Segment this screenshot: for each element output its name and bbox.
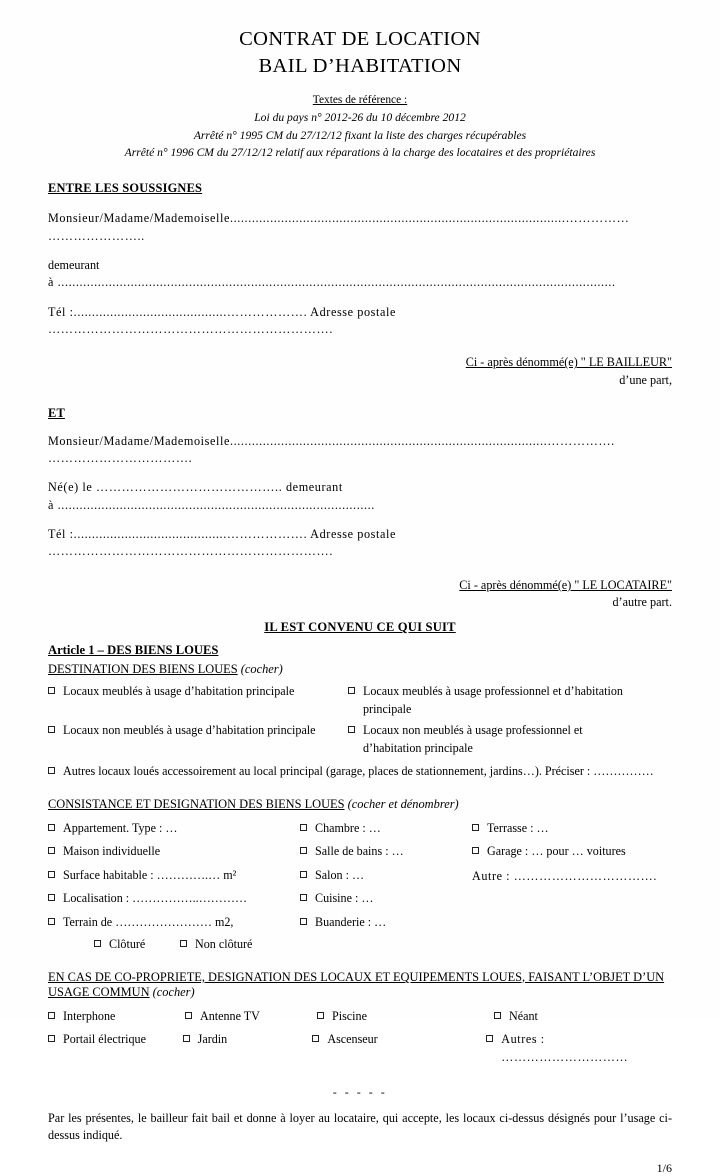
- checkbox-icon[interactable]: [48, 918, 55, 925]
- terrain-sub-options: [94, 936, 300, 954]
- checkbox-icon[interactable]: [48, 894, 55, 901]
- checkbox-option[interactable]: [48, 763, 672, 781]
- consistance-column-1: [48, 818, 300, 954]
- locataire-residence-line: à .......................................................................................: [48, 497, 375, 512]
- checkbox-option[interactable]: [300, 867, 472, 885]
- consistance-column-3: [472, 818, 672, 954]
- bailleur-name-line-continuation: …………………..: [48, 228, 145, 243]
- checkbox-option[interactable]: [48, 1008, 185, 1026]
- consistance-heading: [48, 797, 672, 812]
- reference-line: Arrêté n° 1995 CM du 27/12/12 fixant la liste des charges récupérables: [193, 128, 527, 142]
- copropriete-hint: (cocher): [152, 984, 195, 999]
- checkbox-option[interactable]: [472, 843, 672, 861]
- checkbox-label: Ascenseur: [327, 1032, 378, 1047]
- checkbox-option[interactable]: [48, 1031, 183, 1066]
- reference-line: Loi du pays n° 2012-26 du 10 décembre 2012: [254, 111, 466, 125]
- reference-line: Arrêté n° 1996 CM du 27/12/12 relatif aux réparations à la charge des locataires et des propriétaires: [124, 145, 596, 159]
- checkbox-icon[interactable]: [348, 726, 355, 733]
- checkbox-label: Piscine: [332, 1008, 367, 1023]
- checkbox-icon[interactable]: [317, 1012, 324, 1019]
- checkbox-label: Jardin: [197, 1032, 228, 1047]
- title-line-1: CONTRAT DE LOCATION: [239, 28, 481, 50]
- bailleur-phone-line: Tél :..........................................………………. Adresse postale: [48, 304, 397, 319]
- checkbox-icon[interactable]: [300, 871, 307, 878]
- checkbox-icon[interactable]: [300, 918, 307, 925]
- checkbox-option[interactable]: [317, 1008, 494, 1026]
- checkbox-label: Maison individuelle: [63, 844, 161, 859]
- checkbox-icon[interactable]: [94, 940, 101, 947]
- checkbox-option[interactable]: [300, 890, 472, 908]
- checkbox-option[interactable]: [472, 820, 672, 838]
- checkbox-label: Non clôturé: [195, 937, 253, 952]
- checkbox-label: Locaux non meublés à usage professionnel et d’habitation principale: [363, 723, 583, 755]
- checkbox-label: Antenne TV: [200, 1008, 260, 1023]
- checkbox-label: Portail électrique: [63, 1032, 146, 1047]
- checkbox-label: Salle de bains : …: [315, 844, 404, 859]
- checkbox-label: Garage : … pour … voitures: [487, 844, 626, 859]
- consistance-heading-text: CONSISTANCE ET DESIGNATION DES BIENS LOUES: [48, 796, 345, 811]
- references-heading: Textes de référence :: [312, 94, 408, 107]
- checkbox-icon[interactable]: [300, 847, 307, 854]
- checkbox-option[interactable]: [300, 843, 472, 861]
- locataire-denomination: Ci - après dénommé(e) " LE LOCATAIRE": [459, 577, 672, 592]
- page-title: [48, 26, 672, 80]
- locataire-denomination-block: [48, 577, 672, 612]
- locataire-birth-line: Né(e) le …………………………………….. demeurant: [48, 480, 343, 495]
- title-line-2: BAIL D’HABITATION: [258, 55, 462, 78]
- checkbox-label: Locaux meublés à usage professionnel et d’habitation principale: [363, 684, 623, 716]
- checkbox-option[interactable]: [48, 890, 300, 908]
- checkbox-option[interactable]: [348, 722, 638, 757]
- checkbox-icon[interactable]: [300, 824, 307, 831]
- checkbox-icon[interactable]: [300, 894, 307, 901]
- checkbox-option[interactable]: [300, 820, 472, 838]
- checkbox-icon[interactable]: [48, 824, 55, 831]
- locataire-name-line: Monsieur/Madame/Mademoiselle.......................................................................................…………….: [48, 433, 615, 448]
- section-heading-et: ET: [48, 405, 65, 420]
- checkbox-label: Autres locaux loués accessoirement au local principal (garage, places de stationnement, jardins…). Préciser : ……………: [63, 764, 654, 779]
- copropriete-heading-line-2: [48, 985, 672, 1000]
- checkbox-label: Locaux non meublés à usage d’habitation principale: [63, 723, 316, 738]
- destination-heading-text: DESTINATION DES BIENS LOUES: [48, 662, 238, 677]
- checkbox-icon[interactable]: [183, 1035, 190, 1042]
- checkbox-option[interactable]: [48, 722, 348, 740]
- checkbox-icon[interactable]: [180, 940, 187, 947]
- checkbox-icon[interactable]: [472, 847, 479, 854]
- agreement-banner: IL EST CONVENU CE QUI SUIT: [264, 620, 456, 635]
- destination-row: [48, 683, 672, 718]
- checkbox-option[interactable]: [183, 1031, 313, 1066]
- locataire-name-line-continuation: …………………………….: [48, 451, 193, 466]
- checkbox-label: Salon : …: [315, 867, 365, 882]
- copropriete-heading-line-2-text: USAGE COMMUN: [48, 984, 150, 999]
- checkbox-label: Terrasse : …: [487, 820, 549, 835]
- checkbox-label: Locaux meublés à usage d’habitation principale: [63, 684, 295, 699]
- page-number: 1/6: [656, 1160, 672, 1175]
- checkbox-option[interactable]: [94, 936, 180, 954]
- consistance-hint: (cocher et dénombrer): [347, 796, 459, 811]
- bailleur-residence-label: demeurant: [48, 258, 100, 273]
- checkbox-label: Clôturé: [109, 937, 146, 952]
- bailleur-residence-line: à .........................................................................................................................................................: [48, 275, 616, 290]
- checkbox-icon[interactable]: [48, 687, 55, 694]
- checkbox-icon[interactable]: [48, 1035, 55, 1042]
- checkbox-label: Chambre : …: [315, 820, 381, 835]
- checkbox-option[interactable]: [348, 683, 672, 718]
- locataire-part: d’autre part.: [612, 595, 672, 610]
- checkbox-icon[interactable]: [48, 847, 55, 854]
- checkbox-label: Surface habitable : ………….… m²: [63, 867, 237, 882]
- checkbox-label: Néant: [509, 1008, 538, 1023]
- destination-row: [48, 722, 672, 757]
- section-separator: - - - - -: [332, 1084, 388, 1099]
- checkbox-icon[interactable]: [48, 871, 55, 878]
- checkbox-option[interactable]: [48, 683, 348, 701]
- checkbox-icon[interactable]: [48, 767, 55, 774]
- article-1-heading: Article 1 – DES BIENS LOUES: [48, 643, 219, 658]
- checkbox-option[interactable]: [180, 936, 252, 954]
- copropriete-row: [48, 1008, 672, 1026]
- checkbox-option[interactable]: [48, 914, 300, 932]
- checkbox-label: Autres : …………………………: [501, 1032, 629, 1064]
- checkbox-label: Interphone: [63, 1008, 116, 1023]
- closing-paragraph: Par les présentes, le bailleur fait bail et donne à loyer au locataire, qui accepte, les locaux ci-dessus désignés pour l’usage ci-dessus indiqué.: [48, 1110, 672, 1143]
- destination-hint: (cocher): [240, 662, 283, 677]
- checkbox-label: Buanderie : …: [315, 914, 387, 929]
- bailleur-denomination: Ci - après dénommé(e) " LE BAILLEUR": [465, 355, 672, 370]
- checkbox-icon[interactable]: [48, 726, 55, 733]
- consistance-column-2: [300, 818, 472, 954]
- checkbox-option[interactable]: [185, 1008, 317, 1026]
- section-heading-parties: ENTRE LES SOUSSIGNES: [48, 181, 203, 196]
- checkbox-icon[interactable]: [472, 824, 479, 831]
- checkbox-icon[interactable]: [48, 1012, 55, 1019]
- destination-row-full: [48, 763, 672, 781]
- destination-heading: [48, 662, 672, 677]
- checkbox-option[interactable]: [312, 1031, 486, 1066]
- consistance-columns: [48, 818, 672, 954]
- checkbox-icon[interactable]: [348, 687, 355, 694]
- checkbox-label: Cuisine : …: [315, 891, 374, 906]
- checkbox-option[interactable]: [486, 1031, 672, 1066]
- checkbox-option[interactable]: [48, 843, 300, 861]
- checkbox-icon[interactable]: [185, 1012, 192, 1019]
- copropriete-row: [48, 1031, 672, 1066]
- bailleur-name-line: Monsieur/Madame/Mademoiselle............................................................................................……………: [48, 211, 630, 226]
- autre-fill-line: Autre : …………………………….: [472, 868, 657, 883]
- checkbox-option[interactable]: [48, 867, 300, 885]
- references-block: [48, 92, 672, 161]
- checkbox-icon[interactable]: [486, 1035, 493, 1042]
- locataire-phone-line: Tél :..........................................………………. Adresse postale: [48, 527, 397, 542]
- checkbox-option[interactable]: [48, 820, 300, 838]
- checkbox-icon[interactable]: [312, 1035, 319, 1042]
- checkbox-label: Terrain de …………………… m2,: [63, 914, 234, 929]
- bailleur-part: d’une part,: [619, 373, 672, 388]
- checkbox-label: Localisation : ……………..…………: [63, 891, 248, 906]
- bailleur-phone-line-continuation: ………………………………………………………….: [48, 322, 333, 337]
- checkbox-icon[interactable]: [494, 1012, 501, 1019]
- checkbox-option[interactable]: [300, 914, 472, 932]
- checkbox-label: Appartement. Type : …: [63, 820, 178, 835]
- copropriete-heading-line-1: EN CAS DE CO-PROPRIETE, DESIGNATION DES LOCAUX ET EQUIPEMENTS LOUES, FAISANT L’OBJET D’UN: [48, 969, 665, 984]
- bailleur-denomination-block: [48, 354, 672, 389]
- checkbox-option[interactable]: [494, 1008, 538, 1026]
- locataire-phone-line-continuation: ………………………………………………………….: [48, 544, 333, 559]
- copropriete-heading: [48, 970, 672, 1000]
